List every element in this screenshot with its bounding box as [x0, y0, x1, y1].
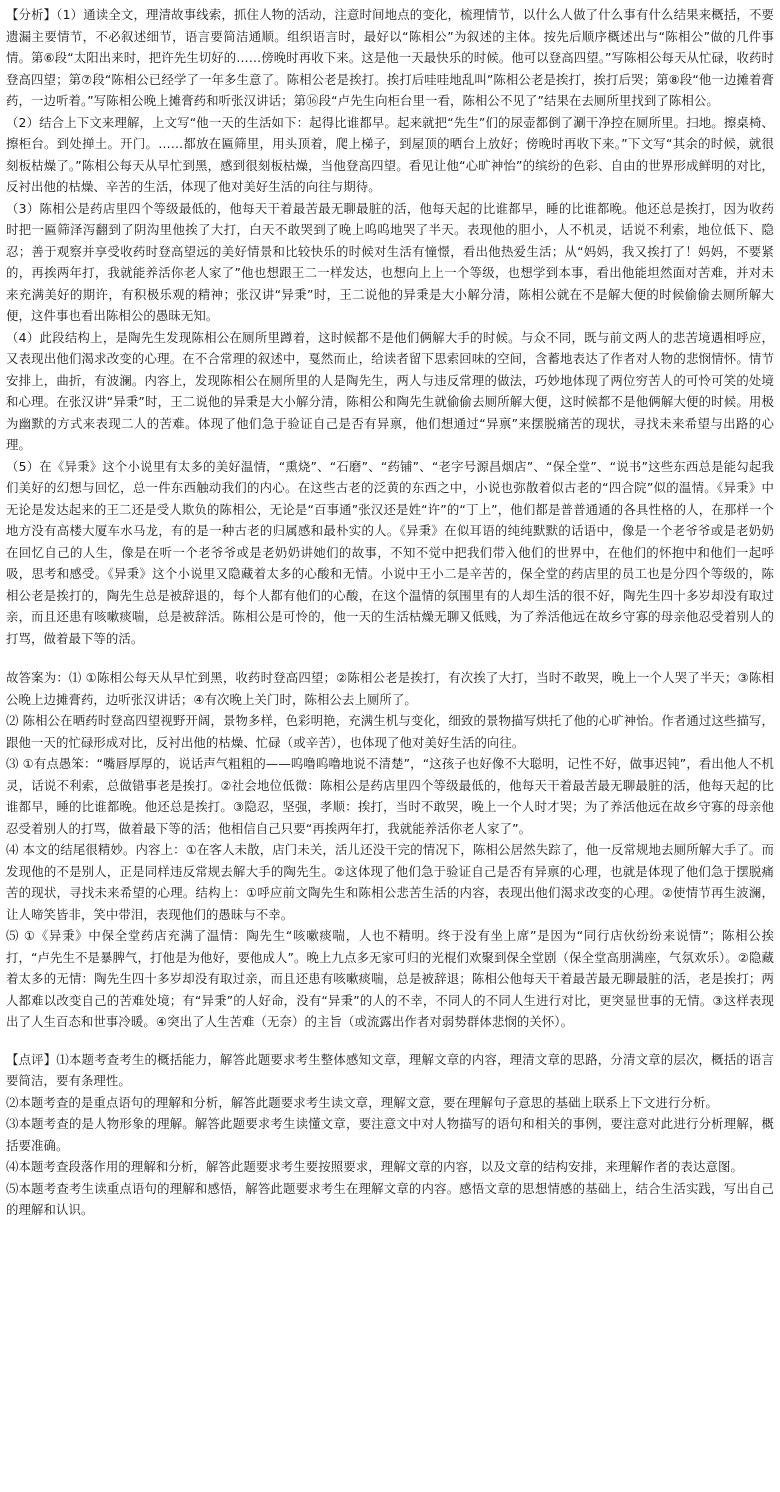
analysis-paragraph-5: （5）在《异秉》这个小说里有太多的美好温情，“熏烧”、“石磨”、“药铺”、“老字号源昌烟店”、“保全堂”、“说书”这些东西总是能勾起我们美好的幻想与回忆，总一件东西触动我们的内心。在这些古老的泛黄的东西之中，小说也弥散着似古老的“四合院”似的温情。《异秉》中无论是发达起来的王二还是受人欺负的陈相公，无论是“百事通”张汉还是姓“许”的“丁上”，他们都是普普通通的各具性格的人，在那样一个地方没有高楼大厦车水马龙，有的是一种古老的归属感和最朴实的人。《异秉》在似耳语的纯纯默默的话语中，像是一个老爷爷或是老奶奶在回忆自己的人生，像是在听一个老爷爷或是老奶奶讲她们的故事，不知不觉中把我们带入他们的世界中，在他们的怀抱中和他们一起呼吸，思考和感受。《异秉》这个小说里又隐藏着太多的心酸和无情。小说中王小二是辛苦的，保全堂的药店里的员工也是分四个等级的，陈相公老是挨打的，陶先生总是被辞退的，每个人都有他们的心酸，在这个温情的氛围里有的人却生活的很不好，陶先生四十多岁却没有取过亲，而且还患有咳嗽痰喘，总是被辞活。陈相公是可怜的，他一天的生活枯燥无聊又低贱，为了养活他远在故乡守寡的母亲他忍受着别人的打骂，做着最下等的活。 [6, 458, 774, 646]
answer-paragraph-3: ⑶ ①有点愚笨：“嘴唇厚厚的，说话声气粗粗的——呜噜呜噜地说不清楚”，“这孩子也好像不大聪明，记性不好，做事迟钝”，看出他人不机灵，话说不利索，总做错事老是挨打。②社会地位低微：陈相公是药店里四个等级最低的，他每天干着最苦最无聊最脏的活，他每天起的比谁都早，睡的比谁都晚。他还总是挨打。③隐忍，坚强，孝顺：挨打，当时不敢哭，晚上一个人时才哭；为了养活他远在故乡守寡的母亲他忍受着别人的打骂，做着最下等的活；他相信自己只要“再挨两年打，我就能养活你老人家了”。 [6, 756, 774, 836]
review-paragraph-5: ⑸本题考查考生读重点语句的理解和感悟，解答此题要求考生在理解文章的内容。感悟文章的思想情感的基础上，结合生活实践，写出自己的理解和认识。 [6, 1180, 774, 1217]
review-paragraph-1: 【点评】⑴本题考查考生的概括能力，解答此题要求考生整体感知文章，理解文章的内容，理清文章的思路，分清文章的层次，概括的语言要简洁，要有条理性。 [6, 1051, 774, 1088]
review-paragraph-4: ⑷本题考查段落作用的理解和分析，解答此题要求考生要按照要求，理解文章的内容，以及文章的结构安排，来理解作者的表达意图。 [6, 1159, 743, 1174]
analysis-paragraph-4: （4）此段结构上，是陶先生发现陈相公在厕所里蹲着，这时候都不是他们俩解大手的时候。与众不同，既与前文两人的悲苦境遇相呼应，又表现出他们渴求改变的心理。在不合常理的叙述中，戛然而止，给读者留下思索回味的空间，含蓄地表达了作者对人物的悲悯情怀。情节安排上，曲折，有波澜。内容上，发现陈相公在厕所里的人是陶先生，两人与违反常理的做法，巧妙地体现了两位穷苦人的可怜可笑的处境和心理。在张汉讲“异秉”时，王二说他的异秉是大小解分清，陈相公和陶先生就偷偷去厕所解大便，这时候都不是他俩解大便的时候。用极为幽默的方式来表现二人的苦难。体现了他们急于验证自己是否有异禀，他们想通过“异禀”来摆脱痛苦的现状，寻找未来希望与出路的心理。 [6, 329, 774, 452]
analysis-paragraph-2: （2）结合上下文来理解，上文写“他一天的生活如下：起得比谁都早。起来就把“先生”们的尿壶都倒了涮干净控在厕所里。扫地。擦桌椅、擦柜台。到处掸土。开门。……都放在匾筛里，用头顶着，爬上梯子，到屋顶的晒台上放好；傍晚时再收下来。”下文写“其余的时候，就很刻板枯燥了。”陈相公每天从早忙到黑，感到很刻板枯燥，当他登高四望。看见让他“心旷神怡”的缤纷的色彩、自由的世界形成鲜明的对比，反衬出他的枯燥、辛苦的生活，体现了他对美好生活的向往与期待。 [6, 114, 774, 194]
answer-paragraph-5: ⑸ ①《异秉》中保全堂药店充满了温情：陶先生“咳嗽痰喘，人也不精明。终于没有坐上席”是因为“同行店伙纷纷来说情”；陈相公挨打，“卢先生不是暴脾气，打他是为他好，要他成人”。晚上九点多无家可归的光棍们欢聚到保全堂剧（保全堂高朋满座，气氛欢乐）。②隐藏着太多的无情：陶先生四十多岁却没有取过亲，而且还患有咳嗽痰喘，总是被辞退；陈相公他每天干着最苦最无聊最脏的活，老是挨打；两人都难以改变自己的苦难处境；有“异秉”的人好命，没有“异秉”的人的不幸，不同人的不同人生进行对比，更突显世事的无情。③这样表现出了人生百态和世事冷暖。④突出了人生苦难（无奈）的主旨（或流露出作者对弱势群体悲悯的关怀）。 [6, 928, 774, 1029]
answer-paragraph-1: 故答案为：⑴ ①陈相公每天从早忙到黑，收药时登高四望；②陈相公老是挨打，有次挨了大打，当时不敢哭，晚上一个人哭了半天；③陈相公晚上边摊膏药，边听张汉讲话；④有次晚上关门时，陈相公去上厕所了。 [6, 670, 774, 707]
analysis-section [6, 4, 774, 649]
review-paragraph-2: ⑵本题考查的是重点语句的理解和分析，解答此题要求考生读文章，理解文意，要在理解句子意思的基础上联系上下文进行分析。 [6, 1094, 718, 1110]
review-paragraph-3: ⑶本题考查的是人物形象的理解。解答此题要求考生读懂文章，要注意文中对人物描写的语句和相关的事例，要注意对此进行分析理解，概括要准确。 [6, 1116, 774, 1153]
analysis-paragraph-3: （3）陈相公是药店里四个等级最低的，他每天干着最苦最无聊最脏的活，他每天起的比谁都早，睡的比谁都晚。他还总是挨打，因为收药时把一匾筛泽泻翻到了阴沟里他挨了大打，白天不敢哭到了晚上呜呜地哭了半天。表现他的胆小，人不机灵，话说不利索，地位低下、隐忍；善于观察并享受收药时登高望远的美好情景和比较快乐的时候对生活有憧憬，看出他热爱生活；从“妈妈，我又挨打了！妈妈，不要紧的，再挨两年打，我就能养活你老人家了”他也想跟王二一样发达，也想向上上一个等级，也想学到本事，看出他能坦然面对苦难，并对未来充满美好的期许，有积极乐观的精神；张汉讲“异秉”时，王二说他的异秉是大小解分清，陈相公就在不是解大便的时候偷偷去厕所解大便，这件事也看出陈相公的愚昧无知。 [6, 200, 774, 323]
review-section [6, 1049, 774, 1221]
analysis-paragraph-1: 【分析】（1）通读全文，理清故事线索，抓住人物的活动，注意时间地点的变化，梳理情节，以什么人做了什么事有什么结果来概括，不要遗漏主要情节，不必叙述细节，语言要简洁通顺。组织语言时，最好以“陈相公”为叙述的主体。按先后顺序概述出与“陈相公”做的几件事情。第⑥段“太阳出来时，把许先生切好的……傍晚时再收下来。这是他一天最快乐的时候。他可以登高四望。”写陈相公每天从忙碌，收药时登高四望；第⑦段“陈相公已经学了一年多生意了。陈相公老是挨打。挨打后哇哇地乱叫”陈相公老是挨打，挨打后哭；第⑧段“他一边摊着膏药，一边听着。”写陈相公晚上摊膏药和听张汉讲话；第⑯段“卢先生向柜台里一看，陈相公不见了”结果在去厕所里找到了陈相公。 [6, 7, 774, 108]
answer-paragraph-4: ⑷ 本文的结尾很精妙。内容上：①在客人未散，店门未关，活儿还没干完的情况下，陈相公居然失踪了，他一反常规地去厕所解大手了。而发现他的不是别人，正是同样违反常规去解大手的陶先生。②这体现了他们急于验证自己是否有异禀的心理，也就是体现了他们急于摆脱痛苦的现状，寻找未来希望的心理。结构上：①呼应前文陶先生和陈相公悲苦生活的内容，表现出他们渴求改变的心理。②使情节再生波澜，让人啼笑皆非，笑中带泪，表现他们的愚昧与不幸。 [6, 842, 774, 922]
answer-paragraph-2: ⑵ 陈相公在晒药时登高四望视野开阔，景物多样，色彩明艳，充满生机与变化，细致的景物描写烘托了他的心旷神怡。作者通过这些描写，跟他一天的忙碌形成对比，反衬出他的枯燥、忙碌（或辛苦），也体现了他对美好生活的向往。 [6, 713, 774, 750]
answer-section [6, 667, 774, 1033]
